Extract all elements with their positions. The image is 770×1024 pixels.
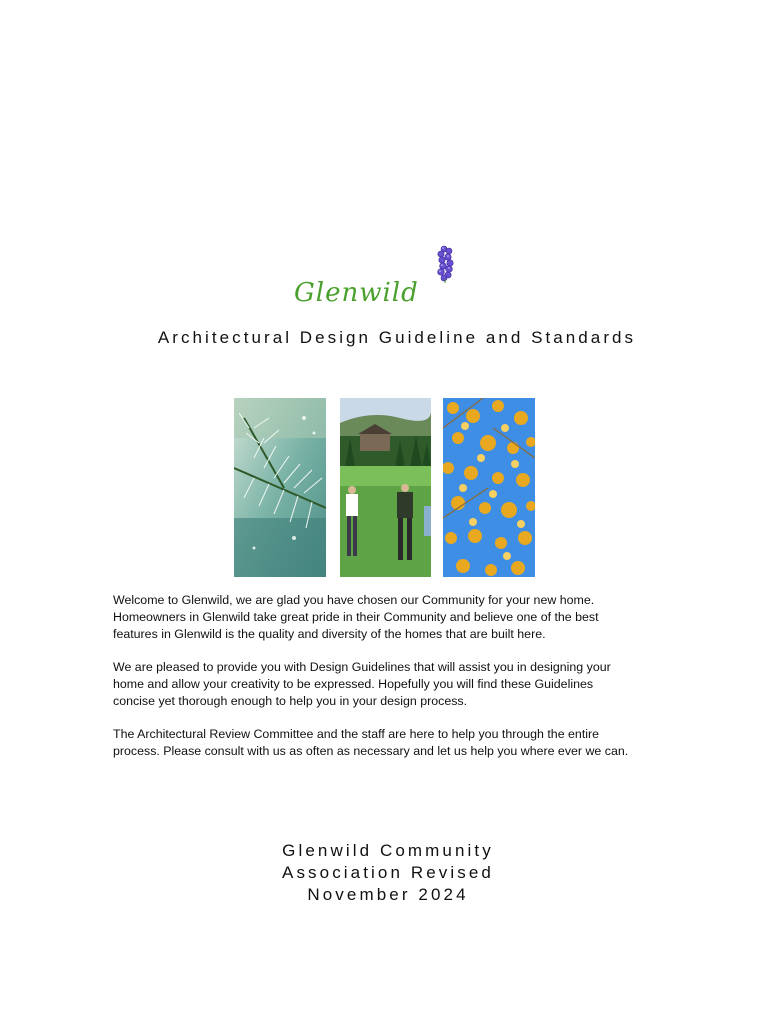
aspen-leaves-photo <box>443 398 535 577</box>
intro-paragraph: Welcome to Glenwild, we are glad you have chosen our Community for your new home. Homeowners in Glenwild take great pride in their Community and believe one of the best features in Glenwild is the quality and diversity of the homes that are built here. <box>113 593 599 641</box>
svg-text:Glenwild: Glenwild <box>294 278 419 305</box>
intro-text <box>113 592 629 776</box>
pine-frost-photo <box>234 398 326 577</box>
revision-line: Association Revised <box>282 863 494 882</box>
revision-note <box>0 840 770 906</box>
glenwild-logo <box>292 243 482 305</box>
document-title: Architectural Design Guideline and Standards <box>157 328 637 347</box>
intro-paragraph: We are pleased to provide you with Design Guidelines that will assist you in designing your home and allow your creativity to be expressed. Hopefully you will find these Guidelines concise yet thorough enough to help you in your design process. <box>113 659 611 708</box>
revision-date: November 2024 <box>307 885 469 904</box>
lupine-flower-icon <box>292 243 482 305</box>
revision-line: Glenwild Community <box>282 841 494 860</box>
golf-course-photo <box>340 398 431 577</box>
intro-paragraph: The Architectural Review Committee and the staff are here to help you through the entire process. Please consult with us as often as necessary and let us help you where ever we can. <box>113 726 629 758</box>
